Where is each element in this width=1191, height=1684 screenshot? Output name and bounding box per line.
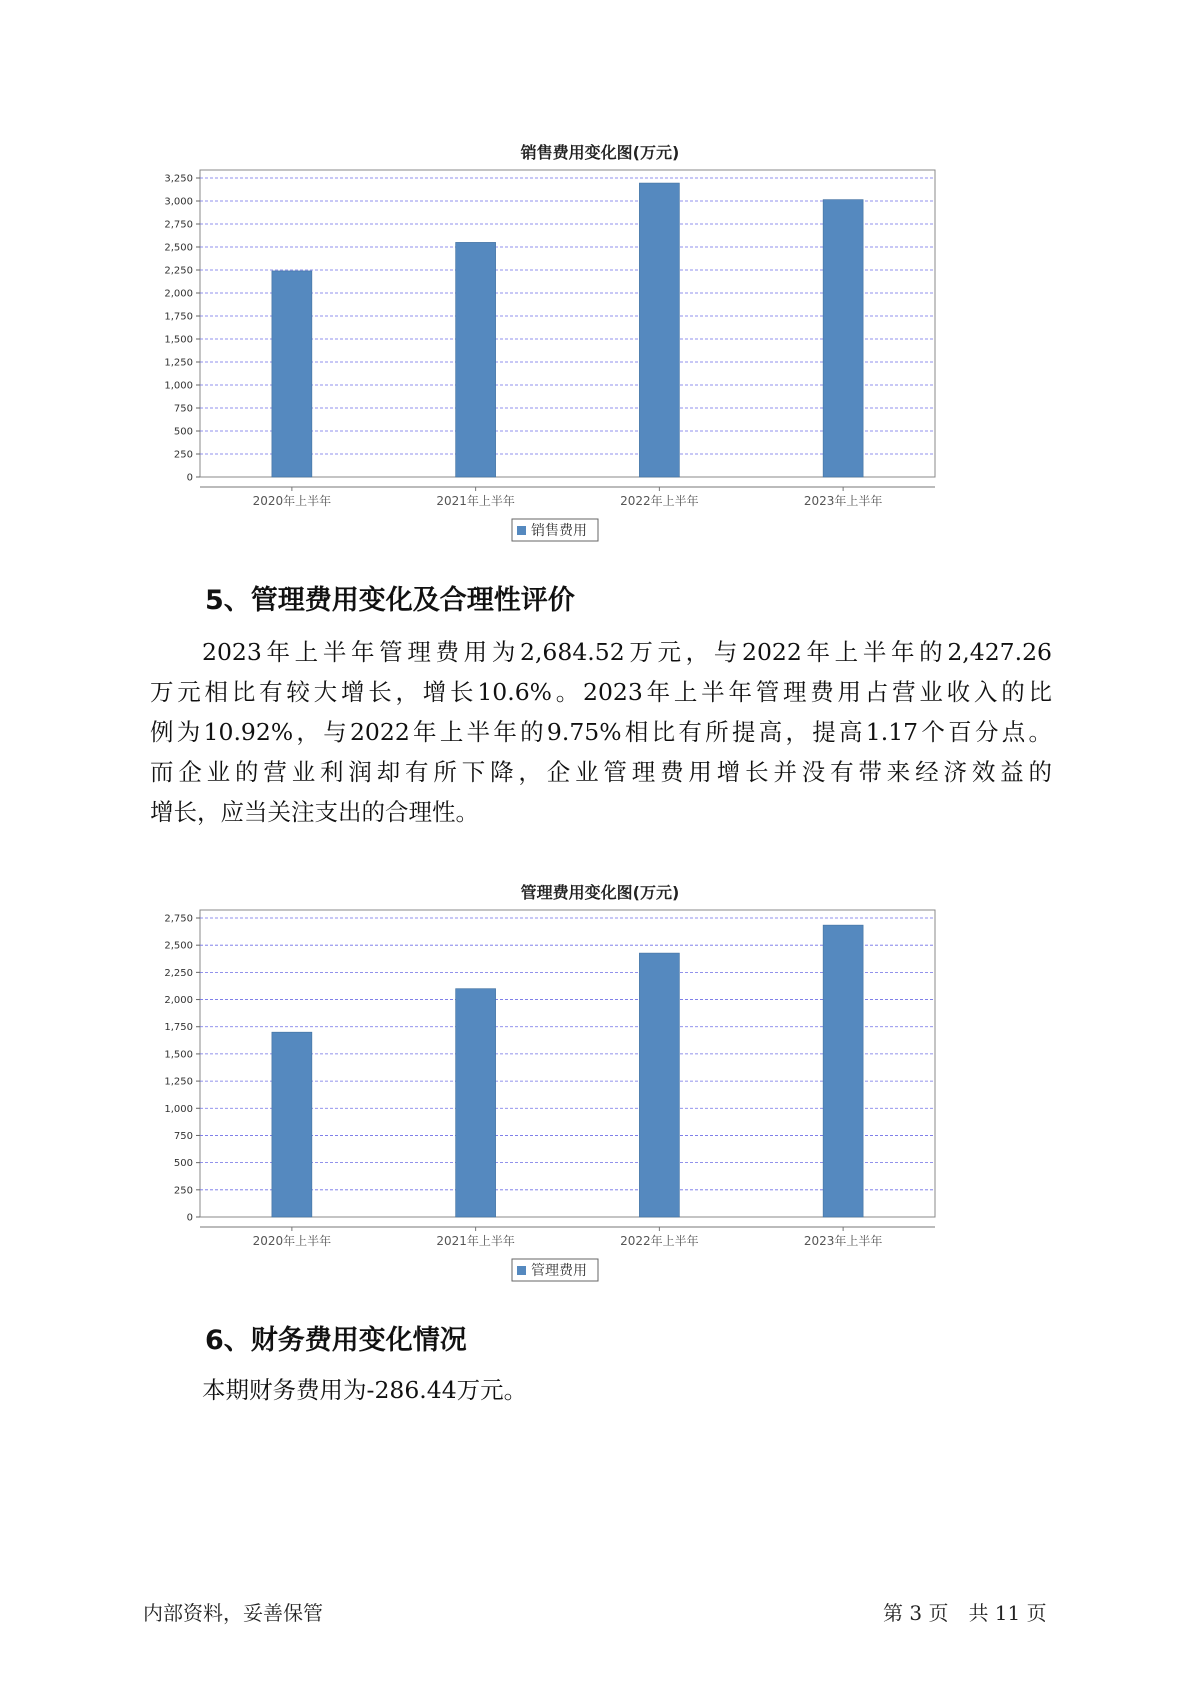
chart-svg [150, 140, 1050, 550]
legend-swatch [517, 1266, 526, 1275]
y-tick-label: 500 [173, 426, 193, 438]
paragraph-line: 2023年上半年管理费用为2,684.52万元，与2022年上半年的2,427.26 [202, 638, 1052, 666]
x-tick-label: 2022年上半年 [620, 1234, 699, 1248]
paragraph-line: 万元相比有较大增长，增长10.6%。2023年上半年管理费用占营业收入的比 [150, 678, 1052, 706]
x-tick-label: 2023年上半年 [803, 1234, 883, 1248]
y-tick-label: 2,500 [164, 940, 193, 952]
y-tick-label: 1,000 [164, 380, 193, 392]
y-tick-label: 500 [173, 1158, 193, 1170]
y-tick-label: 250 [173, 1185, 193, 1197]
x-tick-label: 2020年上半年 [252, 1234, 332, 1248]
section-6-heading: 6、财务费用变化情况 [205, 1325, 467, 1356]
paragraph-line: 而企业的营业利润却有所下降，企业管理费用增长并没有带来经济效益的 [150, 758, 1052, 786]
y-tick-label: 2,000 [164, 288, 193, 300]
legend-label: 销售费用 [531, 523, 587, 539]
y-tick-label: 2,500 [164, 242, 193, 254]
y-tick-label: 1,000 [164, 1103, 193, 1115]
y-tick-label: 3,000 [164, 196, 193, 208]
footer-right: 第 3 页 共 11 页 [883, 1601, 1047, 1625]
section-6-paragraph [150, 1370, 1052, 1410]
legend-label: 管理费用 [531, 1263, 587, 1279]
y-tick-label: 2,750 [164, 219, 193, 231]
section-5-paragraph [150, 632, 1052, 832]
y-tick-label: 2,250 [164, 967, 193, 979]
x-tick-label: 2020年上半年 [252, 494, 332, 508]
y-tick-label: 1,500 [164, 334, 193, 346]
y-tick-label: 250 [173, 449, 193, 461]
y-tick-label: 1,500 [164, 1049, 193, 1061]
y-tick-label: 750 [173, 1130, 193, 1142]
y-tick-label: 1,750 [164, 311, 193, 323]
bar [456, 242, 496, 477]
y-tick-label: 1,750 [164, 1022, 193, 1034]
legend [512, 1259, 598, 1281]
bar [456, 989, 496, 1217]
chart-title: 销售费用变化图(万元) [520, 143, 680, 162]
y-tick-label: 1,250 [164, 1076, 193, 1088]
paragraph-line: 增长，应当关注支出的合理性。 [150, 798, 479, 826]
admin-expense-chart [150, 880, 1050, 1290]
legend-swatch [517, 526, 526, 535]
x-tick-label: 2021年上半年 [436, 494, 515, 508]
paragraph-line: 本期财务费用为-286.44万元。 [202, 1376, 528, 1404]
x-tick-label: 2022年上半年 [620, 494, 699, 508]
section-5-heading: 5、管理费用变化及合理性评价 [205, 585, 575, 616]
x-tick-label: 2021年上半年 [436, 1234, 515, 1248]
chart-title: 管理费用变化图(万元) [520, 883, 680, 902]
footer-left: 内部资料，妥善保管 [143, 1601, 323, 1625]
bar [639, 953, 679, 1217]
y-tick-label: 1,250 [164, 357, 193, 369]
x-tick-label: 2023年上半年 [803, 494, 883, 508]
y-tick-label: 2,250 [164, 265, 193, 277]
bar [823, 925, 863, 1217]
y-tick-label: 750 [173, 403, 193, 415]
y-tick-label: 2,000 [164, 995, 193, 1007]
legend [512, 519, 598, 541]
y-tick-label: 0 [186, 1212, 193, 1224]
bar [823, 200, 863, 477]
bar [272, 1032, 312, 1217]
paragraph-line: 例为10.92%，与2022年上半年的9.75%相比有所提高，提高1.17个百分点。 [150, 718, 1052, 746]
bar [272, 271, 312, 477]
chart-svg [150, 880, 1050, 1290]
y-tick-label: 3,250 [164, 173, 193, 185]
bar [639, 183, 679, 477]
sales-expense-chart [150, 140, 1050, 550]
y-tick-label: 2,750 [164, 913, 193, 925]
y-tick-label: 0 [186, 472, 193, 484]
